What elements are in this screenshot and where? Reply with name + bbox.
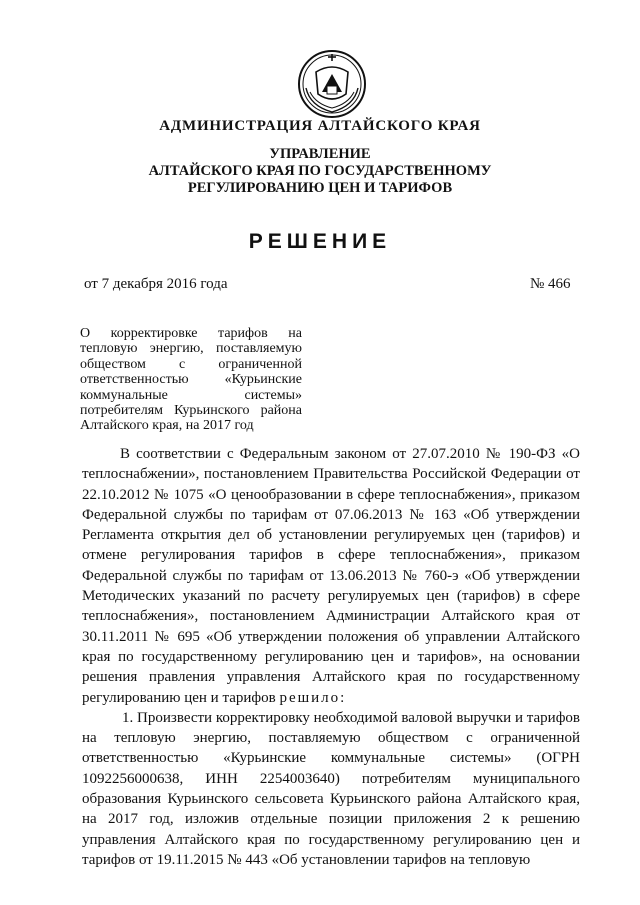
document-number: № 466 xyxy=(530,276,571,292)
item-1-paragraph: 1. Произвести корректировку необходимой валовой выручки и тарифов на тепловую энергию, поставляемую обществом с ограниченной ответственностью «Курьинские коммунальные системы» (ОГРН 1092256000638, ИНН 2254003640) потребителям муниципального образования Курьинского сельсовета Курьинского района Алтайского края, на 2017 год, изложив отдельные позиции приложения 2 к решению управления Алтайского края по государственному регулированию цен и тарифов от 19.11.2015 № 443 «Об установлении тарифов на тепловую xyxy=(82,709,580,868)
department-line-1: УПРАВЛЕНИЕ xyxy=(269,146,371,162)
document-type-title: РЕШЕНИЕ xyxy=(248,230,392,253)
department-line-3: РЕГУЛИРОВАНИЮ ЦЕН И ТАРИФОВ xyxy=(187,180,453,196)
organization-name: АДМИНИСТРАЦИЯ АЛТАЙСКОГО КРАЯ xyxy=(159,118,481,134)
document-date: от 7 декабря 2016 года xyxy=(84,276,228,292)
preamble-paragraph xyxy=(82,444,580,708)
document-subject: О корректировке тарифов на тепловую энергию, поставляемую обществом с ограниченной ответственностью «Курьинские коммунальные системы» потребителям Курьинского района Алтайского края, на 2017 год xyxy=(80,326,302,434)
decided-text: решило: xyxy=(279,689,347,706)
document-body xyxy=(82,444,580,870)
coat-of-arms-emblem xyxy=(296,48,368,120)
department-line-2: АЛТАЙСКОГО КРАЯ ПО ГОСУДАРСТВЕННОМУ xyxy=(148,163,492,179)
department-name xyxy=(0,146,640,197)
preamble-text: В соответствии с Федеральным законом от 27.07.2010 № 190-ФЗ «О теплоснабжении», постановлением Правительства Российской Федерации от 22.10.2012 № 1075 «О ценообразовании в сфере теплоснабжения», приказом Федеральной службы по тарифам от 07.06.2013 № 163 «Об утверждении Регламента открытия дел об установлении регулируемых цен (тарифов) и отмене регулирования тарифов в сфере теплоснабжения», приказом Федеральной службы по тарифам от 13.06.2013 № 760-э «Об утверждении Методических указаний по расчету регулируемых цен (тарифов) в сфере теплоснабжения», постановлением Администрации Алтайского края от 30.11.2011 № 695 «Об утверждении положения об управлении Алтайского края по государственному регулированию цен и тарифов», на основании решения правления управления Алтайского края по государственному регулированию цен и тарифов xyxy=(82,446,580,706)
